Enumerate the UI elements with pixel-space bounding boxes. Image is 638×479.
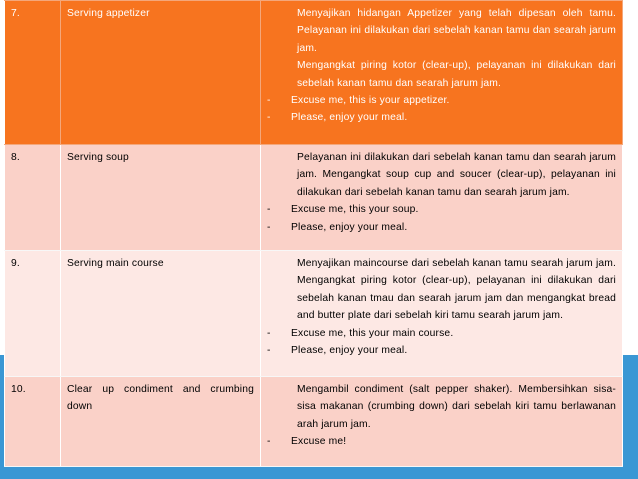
step-activity: Serving soup <box>61 145 261 251</box>
detail-item: - Excuse me! <box>267 433 616 450</box>
table-row <box>5 251 623 377</box>
step-activity: Serving main course <box>61 251 261 377</box>
detail-item: - Please, enjoy your meal. <box>267 109 616 126</box>
step-number: 10. <box>5 377 61 467</box>
step-details <box>261 251 623 377</box>
step-details <box>261 145 623 251</box>
service-steps-table <box>4 0 623 467</box>
slide-accent-bottom <box>0 466 638 479</box>
detail-item: Mengangkat piring kotor (clear-up), pelayanan ini dilakukan dari sebelah kanan tamu dan searah jarum jam. <box>297 60 616 89</box>
slide-accent-right <box>622 355 638 479</box>
table-row <box>5 1 623 145</box>
step-activity: Serving appetizer <box>61 1 261 145</box>
step-activity: Clear up condiment and crumbing down <box>61 377 261 467</box>
table-body <box>5 1 623 467</box>
table-row <box>5 145 623 251</box>
detail-item: - Excuse me, this your soup. <box>267 201 616 218</box>
step-number: 7. <box>5 1 61 145</box>
details-list <box>267 255 616 359</box>
detail-item: - Please, enjoy your meal. <box>267 219 616 236</box>
step-details <box>261 377 623 467</box>
detail-item: Menyajikan hidangan Appetizer yang telah dipesan oleh tamu. Pelayanan ini dilakukan dari sebelah kanan tamu dan searah jarum jam. <box>297 8 616 54</box>
detail-item: - Excuse me, this is your appetizer. <box>267 92 616 109</box>
details-list <box>267 5 616 127</box>
step-number: 9. <box>5 251 61 377</box>
step-number: 8. <box>5 145 61 251</box>
detail-item: Pelayanan ini dilakukan dari sebelah kanan tamu dan searah jarum jam. Mengangkat soup cup and soucer (clear-up), pelayanan ini dilakukan dari sebelah kanan tamu dan searah jarum jam. <box>297 152 616 198</box>
table-row <box>5 377 623 467</box>
step-details <box>261 1 623 145</box>
details-list <box>267 381 616 451</box>
detail-item: Menyajikan maincourse dari sebelah kanan tamu searah jarum jam. Mengangkat piring kotor (clear-up), pelayanan ini dilakukan dari sebelah kanan tmau dan searah jarum jam dan mengangkat bread and butter plate dari sebelah kiri tamu searah jarum jam. <box>297 258 616 322</box>
detail-item: - Excuse me, this your main course. <box>267 325 616 342</box>
details-list <box>267 149 616 236</box>
detail-item: - Please, enjoy your meal. <box>267 342 616 359</box>
detail-item: Mengambil condiment (salt pepper shaker). Membersihkan sisa-sisa makanan (crumbing down) dari sebelah kiri tamu berlawanan arah jarum jam. <box>297 384 616 430</box>
